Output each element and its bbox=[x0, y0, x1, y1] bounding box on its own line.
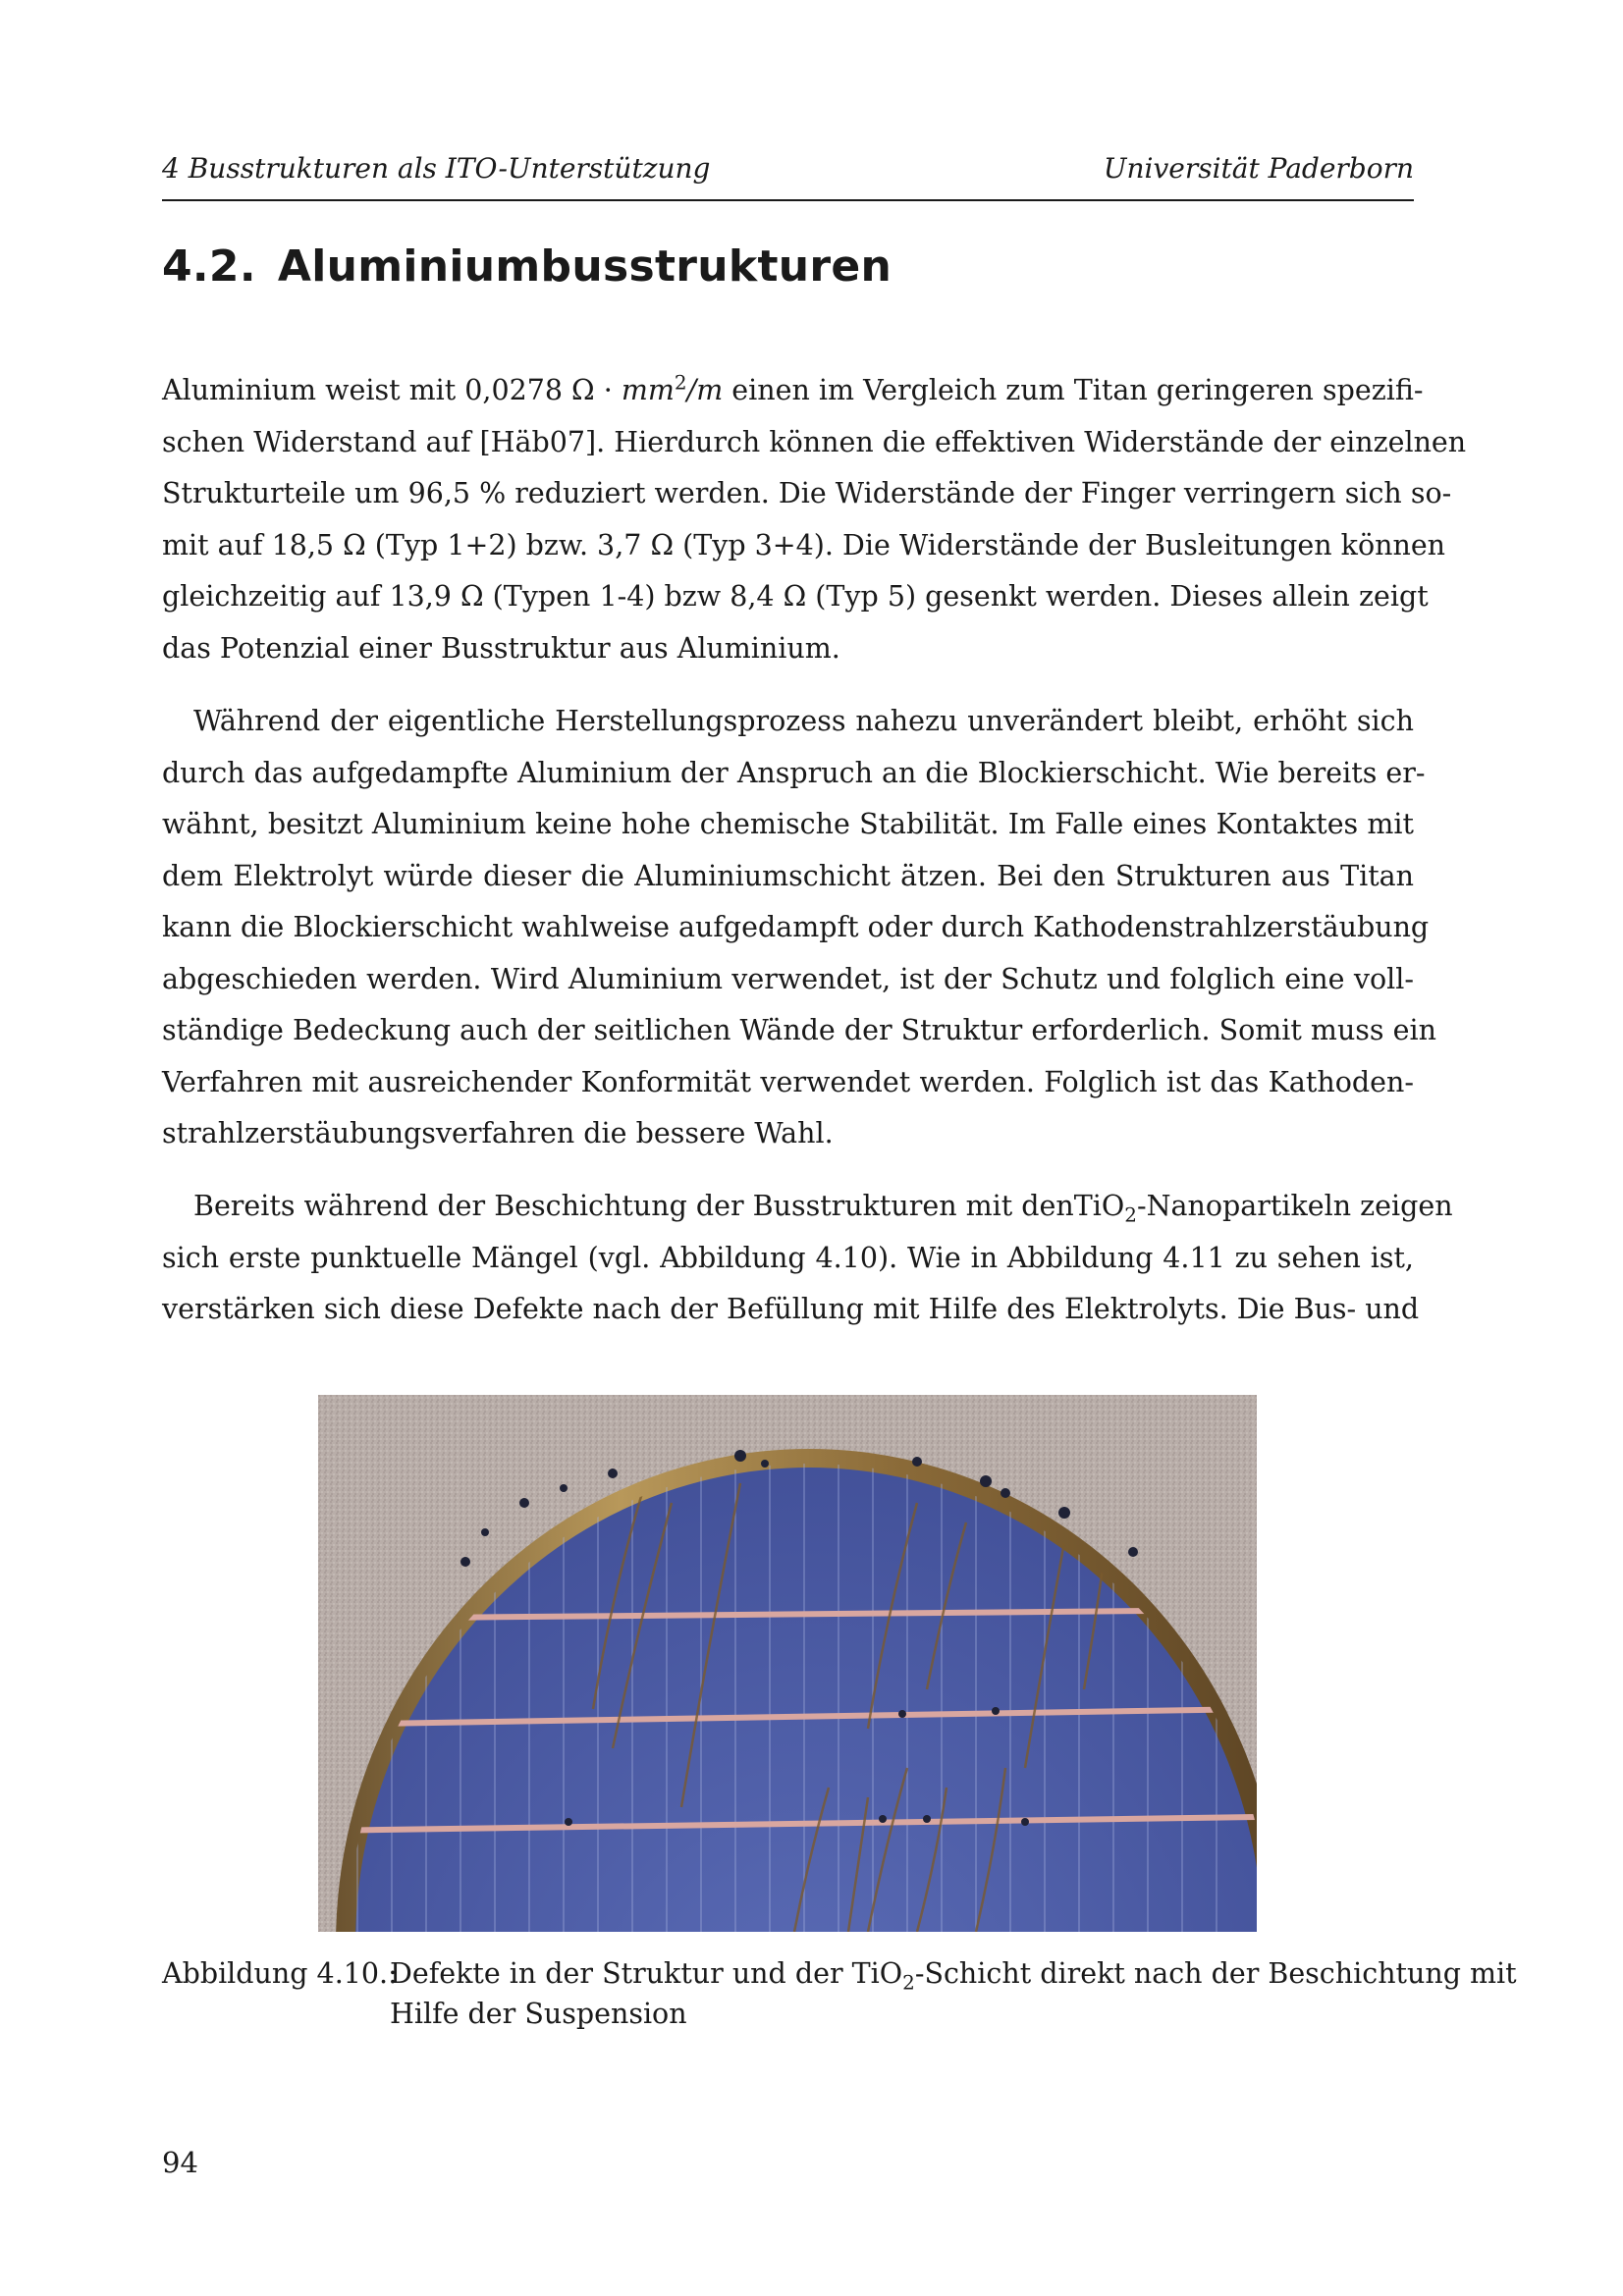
text-run: -Schicht direkt nach der Beschichtung mit bbox=[914, 1957, 1517, 1990]
paragraph-line: kann die Blockierschicht wahlweise aufgedampft oder durch Kathodenstrahlzerstäubung bbox=[162, 911, 1430, 943]
header-chapter: 4 Busstrukturen als ITO-Unterstützung bbox=[162, 152, 711, 185]
figure-photo bbox=[318, 1395, 1257, 1932]
paragraph-line: Strukturteile um 96,5 % reduziert werden. Die Widerstände der Finger verringern sich so- bbox=[162, 477, 1452, 509]
paragraph-1 bbox=[162, 365, 1467, 674]
section-number: 4.2. bbox=[162, 241, 256, 292]
paragraph-line: ständige Bedeckung auch der seitlichen Wände der Struktur erforderlich. Somit muss ein bbox=[162, 1014, 1436, 1046]
paragraph-2 bbox=[162, 696, 1436, 1160]
caption-label: Abbildung 4.10.: bbox=[162, 1957, 398, 1990]
paragraph-line: mit auf 18,5 Ω (Typ 1+2) bzw. 3,7 Ω (Typ 3+4). Die Widerstände der Busleitungen können bbox=[162, 528, 1446, 561]
caption-line bbox=[390, 1953, 1517, 1995]
page-number: 94 bbox=[162, 2146, 198, 2179]
caption-text bbox=[390, 1953, 1517, 2034]
paragraph-line: schen Widerstand auf [Häb07]. Hierdurch können die effektiven Widerstände der einzelnen bbox=[162, 425, 1467, 458]
section-heading bbox=[162, 241, 892, 292]
paragraph-line bbox=[162, 1181, 1453, 1233]
paragraph-line: verstärken sich diese Defekte nach der Befüllung mit Hilfe des Elektrolyts. Die Bus- und bbox=[162, 1293, 1420, 1325]
paragraph-line: Während der eigentliche Herstellungsprozess nahezu unverändert bleibt, erhöht sich bbox=[193, 705, 1414, 737]
text-run: -Nanopartikeln zeigen bbox=[1136, 1190, 1453, 1222]
text-run: Defekte in der Struktur und der TiO bbox=[390, 1957, 903, 1990]
section-title: Aluminiumbusstrukturen bbox=[277, 241, 893, 292]
subscript: 2 bbox=[902, 1970, 915, 1995]
text-run: Aluminium weist mit 0,0278 Ω · bbox=[162, 374, 622, 406]
wafer-photo-illustration bbox=[318, 1395, 1257, 1932]
paragraph-line bbox=[162, 365, 1424, 417]
subscript: 2 bbox=[1124, 1202, 1137, 1227]
math-unit: /m bbox=[686, 374, 724, 406]
paragraph-line: Verfahren mit ausreichender Konformität verwendet werden. Folglich ist das Kathoden- bbox=[162, 1065, 1414, 1098]
paragraph-line: dem Elektrolyt würde dieser die Aluminiumschicht ätzen. Bei den Strukturen aus Titan bbox=[162, 859, 1414, 892]
paragraph-line: das Potenzial einer Busstruktur aus Aluminium. bbox=[162, 631, 840, 665]
paragraph-line: sich erste punktuelle Mängel (vgl. Abbildung 4.10). Wie in Abbildung 4.11 zu sehen ist, bbox=[162, 1241, 1414, 1274]
caption-line: Hilfe der Suspension bbox=[390, 1998, 687, 2030]
paragraph-3 bbox=[162, 1181, 1453, 1336]
paragraph-line: wähnt, besitzt Aluminium keine hohe chemische Stabilität. Im Falle eines Kontaktes mit bbox=[162, 808, 1414, 840]
superscript: 2 bbox=[674, 370, 687, 395]
paragraph-line: durch das aufgedampfte Aluminium der Anspruch an die Blockierschicht. Wie bereits er- bbox=[162, 756, 1426, 789]
header-university: Universität Paderborn bbox=[1103, 152, 1414, 185]
text-run: Bereits während der Beschichtung der Busstrukturen mit denTiO bbox=[193, 1190, 1125, 1222]
paragraph-line: strahlzerstäubungsverfahren die bessere Wahl. bbox=[162, 1117, 834, 1149]
paragraph-line: gleichzeitig auf 13,9 Ω (Typen 1-4) bzw 8,4 Ω (Typ 5) gesenkt werden. Dieses allein zeigt bbox=[162, 580, 1429, 613]
text-run: einen im Vergleich zum Titan geringeren spezifi- bbox=[723, 374, 1424, 406]
math-unit: mm bbox=[621, 374, 675, 406]
paragraph-line: abgeschieden werden. Wird Aluminium verwendet, ist der Schutz und folglich eine voll- bbox=[162, 962, 1414, 995]
running-header bbox=[162, 152, 1414, 201]
